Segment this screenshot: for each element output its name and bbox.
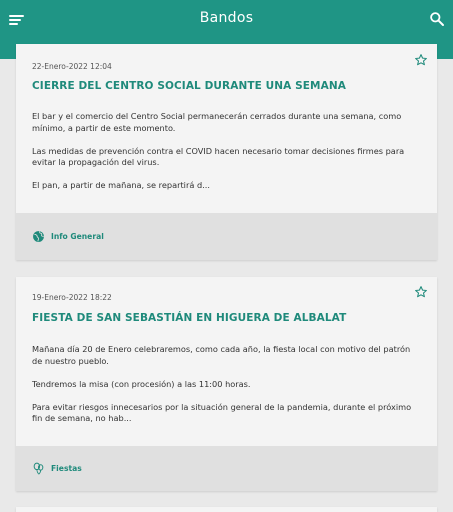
post-paragraph: El bar y el comercio del Centro Social permanecerán cerrados durante una semana, como mínimo, a partir de este momento.: [32, 111, 402, 133]
post-card[interactable]: [16, 44, 437, 260]
post-excerpt: [32, 344, 421, 425]
post-card[interactable]: [16, 277, 437, 491]
globe-icon: [32, 230, 45, 243]
post-paragraph: Tendremos la misa (con procesión) a las 11:00 horas.: [32, 378, 251, 389]
star-outline-icon[interactable]: [414, 285, 428, 299]
post-title[interactable]: CIERRE DEL CENTRO SOCIAL DURANTE UNA SEMANA: [32, 80, 346, 92]
post-footer: [16, 213, 437, 260]
post-footer: [16, 446, 437, 491]
page-title: Bandos: [199, 10, 254, 26]
balloons-icon: [32, 462, 45, 475]
post-paragraph: Para evitar riesgos innecesarios por la situación general de la pandemia, durante el próximo fin de semana, no hab...: [32, 401, 412, 423]
post-card[interactable]: [16, 507, 437, 512]
category-link[interactable]: Fiestas: [51, 464, 82, 473]
post-date: 19-Enero-2022 18:22: [32, 293, 112, 302]
post-paragraph: El pan, a partir de mañana, se repartirá d...: [32, 180, 210, 190]
post-excerpt: [32, 111, 421, 192]
category-link[interactable]: Info General: [51, 232, 104, 241]
star-outline-icon[interactable]: [414, 53, 428, 67]
post-title[interactable]: FIESTA DE SAN SEBASTIÁN EN HIGUERA DE ALBALAT: [32, 312, 347, 324]
search-icon[interactable]: [429, 11, 445, 27]
post-date: 22-Enero-2022 12:04: [32, 62, 112, 71]
post-paragraph: Las medidas de prevención contra el COVID hacen necesario tomar decisiones firmes para evitar la propagación del virus.: [32, 145, 405, 167]
post-paragraph: Mañana día 20 de Enero celebraremos, como cada año, la fiesta local con motivo del patrón de nuestro pueblo.: [32, 344, 411, 366]
